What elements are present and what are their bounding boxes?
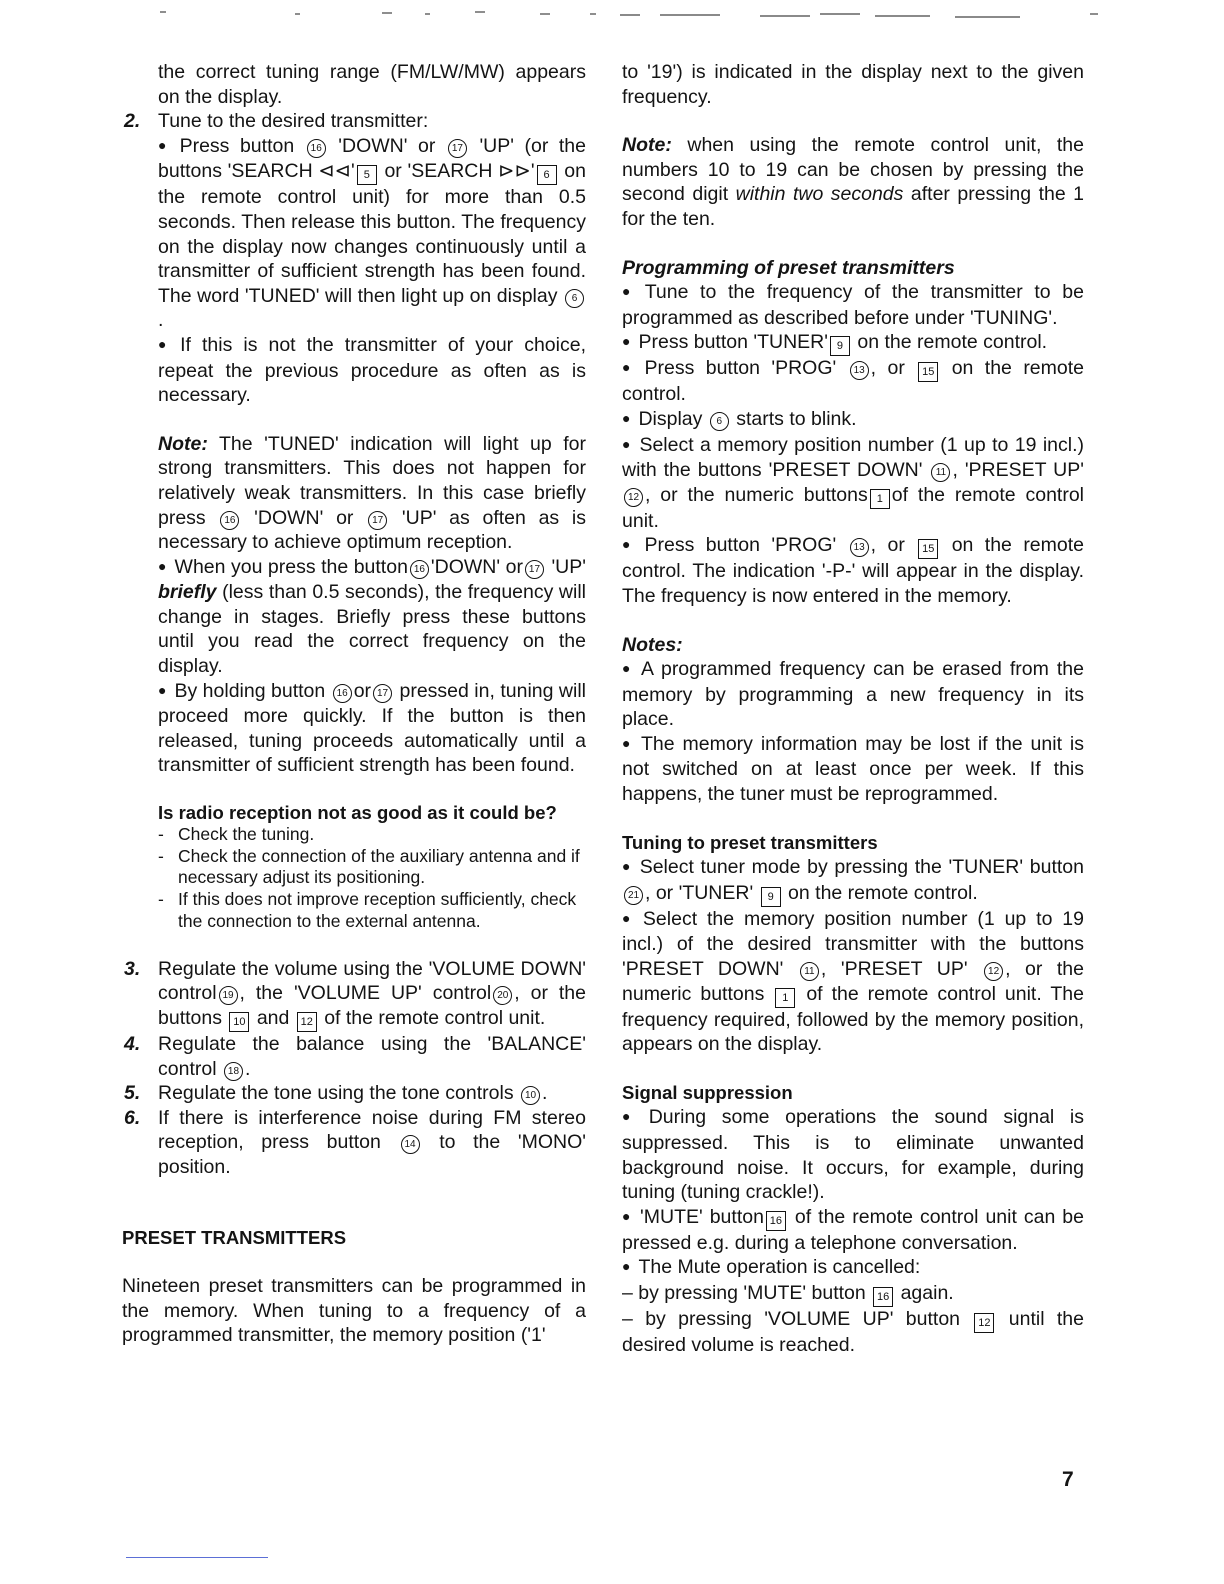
list-item: - If this does not improve reception sufficiently, check the connection to the external antenna. — [158, 889, 577, 932]
step-3: 3. Regulate the volume using the 'VOLUME DOWN' control 19 , the 'VOLUME UP' control 20 , or the buttons 10 and 12 of the remote control unit. — [158, 957, 586, 1032]
bullet: ● By holding button 16 or 17 pressed in, tuning will proceed more quickly. If the button is then released, tuning proceeds automatically until a transmitter of sufficient strength has been found. — [158, 679, 586, 778]
page-number: 7 — [1062, 1468, 1074, 1491]
note-label: Note: — [622, 134, 672, 157]
control-number-marker: 11 — [800, 962, 819, 981]
troubleshooting-heading: Is radio reception not as good as it could be? — [158, 802, 557, 824]
left-column — [122, 60, 587, 1348]
control-number-marker: 6 — [565, 289, 584, 308]
control-number-marker: 17 — [448, 139, 467, 158]
remote-button-marker: 5 — [357, 165, 377, 185]
remote-button-marker: 16 — [766, 1211, 786, 1231]
bullet: ● The Mute operation is cancelled: — [622, 1255, 1084, 1281]
remote-button-marker: 15 — [918, 362, 938, 382]
remote-button-marker: 12 — [974, 1313, 994, 1333]
remote-button-marker: 12 — [297, 1012, 317, 1032]
section-heading-tuning-presets: Tuning to preset transmitters — [622, 831, 878, 853]
control-number-marker: 13 — [850, 538, 869, 557]
bullet: ● During some operations the sound signal is suppressed. This is to eliminate unwanted background noise. It occurs, for example, during tuning (tuning crackle!). — [622, 1105, 1084, 1204]
bullet: ● Select the memory position number (1 up to 19 incl.) of the desired transmitter with the buttons 'PRESET DOWN' 11 , 'PRESET UP' 12 , or the numeric buttons 1 of the remote control unit. The frequency required, followed by the memory position, appears on the display. — [622, 907, 1084, 1057]
control-number-marker: 16 — [307, 139, 326, 158]
bullet: ● Press button 'PROG' 13 , or 15 on the remote control. The indication '-P-' will appear in the display. The frequency is now entered in the memory. — [622, 533, 1084, 608]
remote-button-marker: 9 — [761, 887, 781, 907]
remote-button-marker: 9 — [830, 336, 850, 356]
scan-artifact-top — [160, 8, 1220, 22]
step-number: 2. — [124, 110, 141, 133]
section-heading-preset-transmitters: PRESET TRANSMITTERS — [122, 1226, 347, 1248]
right-column — [622, 60, 1084, 1358]
control-number-marker: 12 — [984, 962, 1003, 981]
section-heading-notes: Notes: — [622, 633, 683, 656]
control-number-marker: 14 — [401, 1135, 420, 1154]
note-paragraph: Note: when using the remote control unit, the numbers 10 to 19 can be chosen by pressing the second digit within two seconds after pressing the 1 for the ten. — [622, 134, 1085, 230]
control-number-marker: 13 — [850, 361, 869, 380]
bullet: ● Select a memory position number (1 up to 19 incl.) with the buttons 'PRESET DOWN' 11 , 'PRESET UP'12 , or the numeric buttons 1 of the remote control unit. — [622, 433, 1084, 534]
remote-button-marker: 16 — [873, 1287, 893, 1307]
step-2 — [124, 109, 586, 933]
bullet: ● When you press the button 16 'DOWN' or 17 'UP' briefly (less than 0.5 seconds), the frequency will change in stages. Briefly press these buttons until you read the correct frequency on the display. — [158, 555, 586, 679]
step-4: 4. Regulate the balance using the 'BALANCE' control 18 . — [124, 1033, 586, 1080]
control-number-marker: 17 — [525, 560, 544, 579]
control-number-marker: 19 — [219, 986, 238, 1005]
bullet: ● Press button 'PROG' 13 , or 15 on the remote control. — [622, 356, 1084, 407]
section-heading-signal-suppression: Signal suppression — [622, 1081, 793, 1103]
step-number: 5. — [124, 1082, 141, 1105]
control-number-marker: 16 — [410, 560, 429, 579]
intro-paragraph: the correct tuning range (FM/LW/MW) appears on the display. — [158, 61, 586, 108]
bullet: ● A programmed frequency can be erased from the memory by programming a new frequency in its place. — [622, 657, 1084, 732]
control-number-marker: 12 — [624, 488, 643, 507]
troubleshooting-box — [158, 802, 586, 933]
note-label: Note: — [158, 432, 208, 455]
step-title: Tune to the desired transmitter: — [158, 110, 429, 133]
control-number-marker: 17 — [373, 684, 392, 703]
step-5: 5. Regulate the tone using the tone controls 10 . — [124, 1082, 548, 1105]
bullet: ● Press button 'TUNER' 9 on the remote control. — [622, 330, 1084, 356]
remote-button-marker: 6 — [537, 165, 557, 185]
section-heading-programming: Programming of preset transmitters — [622, 256, 955, 279]
step-number: 6. — [124, 1106, 141, 1129]
control-number-marker: 11 — [931, 463, 950, 482]
note-paragraph: Note: The 'TUNED' indication will light up for strong transmitters. This does not happen for relatively weak transmitters. In this case briefly press 16 'DOWN' or 17 'UP' as often as is necessary to achieve optimum reception. — [158, 432, 586, 554]
control-number-marker: 16 — [220, 511, 239, 530]
control-number-marker: 17 — [368, 511, 387, 530]
list-item: – by pressing 'MUTE' button 16 again. — [622, 1281, 1084, 1307]
control-number-marker: 16 — [333, 684, 352, 703]
continued-paragraph: to '19') is indicated in the display next to the given frequency. — [622, 61, 1084, 108]
control-number-marker: 10 — [521, 1086, 540, 1105]
step-6: 6. If there is interference noise during FM stereo reception, press button 14 to the 'MONO' position. — [124, 1106, 587, 1178]
bullet: ● If this is not the transmitter of your choice, repeat the previous procedure as often as is necessary. — [158, 333, 586, 408]
bullet: ● Select tuner mode by pressing the 'TUNER' button 21 , or 'TUNER' 9 on the remote control. — [622, 855, 1084, 907]
control-number-marker: 21 — [624, 886, 643, 905]
list-item: – by pressing 'VOLUME UP' button 12 until the desired volume is reached. — [622, 1307, 1084, 1356]
remote-button-marker: 15 — [918, 539, 938, 559]
remote-button-marker: 1 — [870, 489, 890, 509]
step-number: 4. — [124, 1033, 141, 1055]
list-item: - Check the tuning. — [158, 823, 315, 844]
remote-button-marker: 10 — [229, 1012, 249, 1032]
list-item: - Check the connection of the auxiliary antenna and if necessary adjust its positioning. — [158, 845, 580, 888]
bullet: ● Display 6 starts to blink. — [622, 407, 1084, 433]
bullet: ● 'MUTE' button 16 of the remote control unit can be pressed e.g. during a telephone conversation. — [622, 1205, 1084, 1256]
bullet: ● The memory information may be lost if the unit is not switched on at least once per week. If this happens, the tuner must be reprogrammed. — [622, 732, 1084, 807]
control-number-marker: 18 — [224, 1062, 243, 1081]
preset-paragraph: Nineteen preset transmitters can be programmed in the memory. When tuning to a frequency of a programmed transmitter, the memory position ('1' — [122, 1275, 586, 1347]
control-number-marker: 6 — [710, 412, 729, 431]
remote-button-marker: 1 — [775, 988, 795, 1008]
footer-rule — [126, 1557, 268, 1558]
bullet: ● Press button 16 'DOWN' or 17 'UP' (or the buttons 'SEARCH ⊲⊲' 5 or 'SEARCH ⊳⊳' 6 on the remote control unit) for more than 0.5 seconds. Then release this button. The frequency on the display now changes continuously until a transmitter of sufficient strength has been found. The word 'TUNED' will then light up on display 6. — [158, 134, 586, 333]
bullet: ● Tune to the frequency of the transmitter to be programmed as described before under 'TUNING'. — [622, 280, 1084, 330]
step-number: 3. — [124, 957, 141, 980]
control-number-marker: 20 — [493, 986, 512, 1005]
